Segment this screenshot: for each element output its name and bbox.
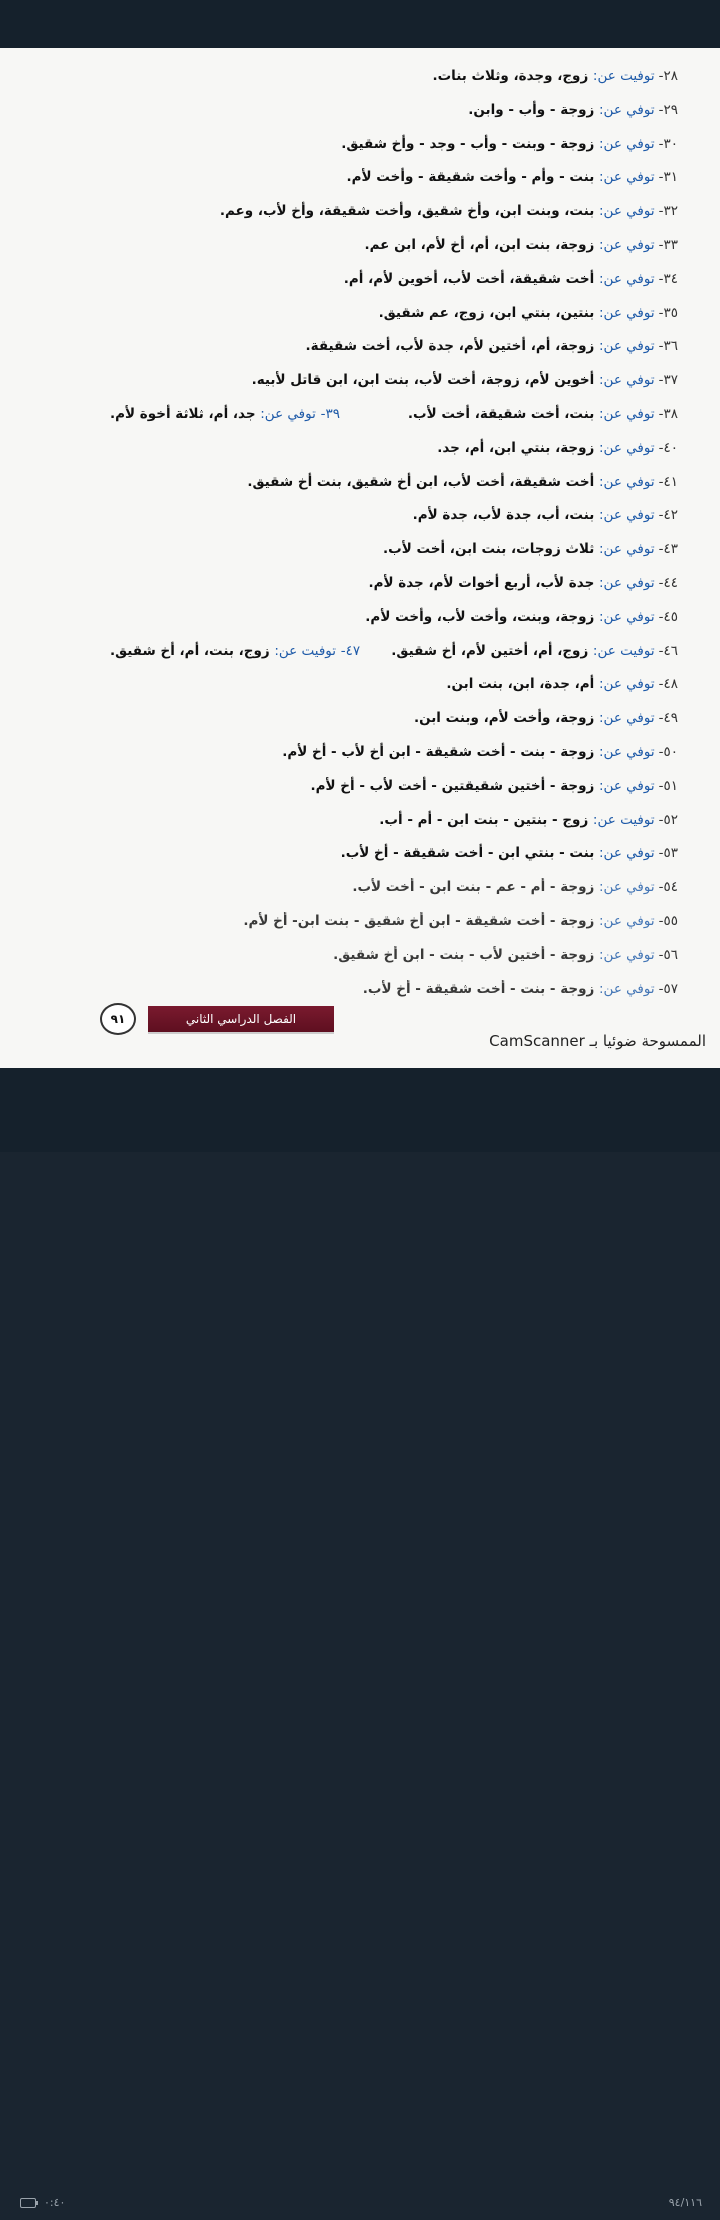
semester-banner: الفصل الدراسي الثاني bbox=[148, 1006, 334, 1032]
problem-row bbox=[70, 736, 678, 768]
problem-label: توفي عن: bbox=[599, 271, 655, 287]
problem-number: ٣٣- bbox=[658, 237, 678, 253]
problem-label: توفي عن: bbox=[599, 237, 655, 253]
problem-row bbox=[70, 297, 678, 329]
problem-inline-extra bbox=[110, 398, 340, 430]
problem-number: ٤٥- bbox=[658, 609, 678, 625]
problem-row bbox=[70, 668, 678, 700]
problem-number: ٣٤- bbox=[658, 271, 678, 287]
problem-number: ٥٢- bbox=[658, 812, 678, 828]
problem-heirs: زوجة، أم، أختين لأم، جدة لأب، أخت شقيقة. bbox=[305, 338, 595, 354]
problem-heirs: زوجة - وبنت - وأب - وجد - وأخ شقيق. bbox=[341, 136, 595, 152]
problem-number: ٥٤- bbox=[658, 879, 678, 895]
problem-label: توفي عن: bbox=[599, 778, 655, 794]
problem-number: ٢٨- bbox=[658, 68, 678, 84]
problem-number: ٣٧- bbox=[658, 372, 678, 388]
problem-label: توفي عن: bbox=[599, 406, 655, 422]
page-counter: ٩٤/١١٦ bbox=[668, 2196, 702, 2209]
problem-row bbox=[70, 973, 678, 1005]
problem-heirs: جدة لأب، أربع أخوات لأم، جدة لأم. bbox=[368, 575, 595, 591]
problem-heirs: بنتين، بنتي ابن، زوج، عم شقيق. bbox=[378, 305, 595, 321]
problem-row bbox=[70, 60, 678, 92]
problem-heirs: زوجة - أختين لأب - بنت - ابن أخ شقيق. bbox=[333, 947, 595, 963]
viewer-top-bar bbox=[0, 0, 720, 48]
problem-number: ٤٦- bbox=[658, 643, 678, 659]
page-number: ٩١ bbox=[100, 1003, 136, 1035]
problem-heirs: بنت، أب، جدة لأب، جدة لأم. bbox=[412, 507, 595, 523]
problem-label: توفيت عن: bbox=[592, 643, 655, 659]
problem-row bbox=[70, 229, 678, 261]
problem-row bbox=[70, 905, 678, 937]
problem-label: توفي عن: bbox=[599, 845, 655, 861]
problem-label: توفي عن: bbox=[599, 710, 655, 726]
problem-label: توفيت عن: bbox=[592, 812, 655, 828]
problem-number: ٥٣- bbox=[658, 845, 678, 861]
problem-number: ٤٠- bbox=[658, 440, 678, 456]
problem-label: توفي عن: bbox=[599, 203, 655, 219]
footer-divider bbox=[148, 1032, 334, 1034]
problem-heirs: زوجة - بنت - أخت شقيقة - ابن أخ لأب - أخ لأم. bbox=[282, 744, 595, 760]
problem-heirs: زوج، وجدة، وثلاث بنات. bbox=[432, 68, 589, 84]
status-bar bbox=[0, 2186, 720, 2220]
problem-label: توفي عن: bbox=[599, 676, 655, 692]
problem-row bbox=[70, 770, 678, 802]
clock: ٠:٤٠ bbox=[44, 2196, 66, 2209]
problem-number: ٣٩- bbox=[320, 406, 340, 422]
problem-label: توفي عن: bbox=[599, 507, 655, 523]
problem-label: توفي عن: bbox=[599, 981, 655, 997]
problem-heirs: بنت، أخت شقيقة، أخت لأب. bbox=[407, 406, 595, 422]
problem-heirs: زوجة - أخت شقيقة - ابن أخ شقيق - بنت ابن- أخ لأم. bbox=[243, 913, 595, 929]
problem-row bbox=[70, 161, 678, 193]
problem-number: ٤٩- bbox=[658, 710, 678, 726]
problem-row bbox=[70, 195, 678, 227]
problem-heirs: بنت، وبنت ابن، وأخ شقيق، وأخت شقيقة، وأخ لأب، وعم. bbox=[219, 203, 595, 219]
problem-row bbox=[70, 567, 678, 599]
problem-number: ٣٨- bbox=[658, 406, 678, 422]
problem-number: ٣٢- bbox=[658, 203, 678, 219]
problem-heirs: أم، جدة، ابن، بنت ابن. bbox=[446, 676, 595, 692]
problem-number: ٣٦- bbox=[658, 338, 678, 354]
problem-number: ٤٢- bbox=[658, 507, 678, 523]
problem-number: ٥٧- bbox=[658, 981, 678, 997]
problem-number: ٥٦- bbox=[658, 947, 678, 963]
problem-label: توفيت عن: bbox=[592, 68, 655, 84]
problem-number: ٤٣- bbox=[658, 541, 678, 557]
problem-number: ٥٥- bbox=[658, 913, 678, 929]
problem-label: توفي عن: bbox=[599, 169, 655, 185]
problem-label: توفي عن: bbox=[599, 102, 655, 118]
problem-heirs: زوجة، بنتي ابن، أم، جد. bbox=[437, 440, 595, 456]
problem-heirs: جد، أم، ثلاثة أخوة لأم. bbox=[110, 406, 256, 422]
problem-number: ٤٨- bbox=[658, 676, 678, 692]
problem-number: ٤٧- bbox=[340, 643, 361, 659]
problem-heirs: زوجة - وأب - وابن. bbox=[468, 102, 595, 118]
problem-number: ٥١- bbox=[658, 778, 678, 794]
problem-label: توفي عن: bbox=[599, 440, 655, 456]
problem-row bbox=[70, 330, 678, 362]
problem-row bbox=[70, 804, 678, 836]
problem-label: توفي عن: bbox=[599, 913, 655, 929]
problem-label: توفي عن: bbox=[599, 541, 655, 557]
problem-label: توفي عن: bbox=[599, 575, 655, 591]
problem-heirs: أخت شقيقة، أخت لأب، أخوين لأم، أم. bbox=[343, 271, 595, 287]
problem-heirs: زوج، بنت، أم، أخ شقيق. bbox=[110, 643, 270, 659]
problem-label: توفي عن: bbox=[599, 744, 655, 760]
problem-number: ٣٠- bbox=[658, 136, 678, 152]
problem-label: توفي عن: bbox=[260, 406, 316, 422]
problem-heirs: زوجة - أختين شقيقتين - أخت لأب - أخ لأم. bbox=[310, 778, 595, 794]
problem-inline-extra bbox=[110, 635, 360, 667]
problem-label: توفي عن: bbox=[599, 338, 655, 354]
problem-heirs: بنت - بنتي ابن - أخت شقيقة - أخ لأب. bbox=[340, 845, 595, 861]
problem-row bbox=[70, 128, 678, 160]
problem-row bbox=[70, 466, 678, 498]
problem-number: ٣١- bbox=[658, 169, 678, 185]
problem-row bbox=[70, 702, 678, 734]
problem-row bbox=[70, 601, 678, 633]
problem-row bbox=[70, 939, 678, 971]
viewer-bottom-bar bbox=[0, 1068, 720, 2209]
problem-heirs: زوجة، بنت ابن، أم، أخ لأم، ابن عم. bbox=[364, 237, 595, 253]
problem-row bbox=[70, 635, 678, 667]
problem-row bbox=[70, 263, 678, 295]
problem-heirs: زوجة، وبنت، وأخت لأب، وأخت لأم. bbox=[365, 609, 595, 625]
problem-label: توفي عن: bbox=[599, 372, 655, 388]
problem-number: ٢٩- bbox=[658, 102, 678, 118]
problem-heirs: أخوين لأم، زوجة، أخت لأب، بنت ابن، ابن قاتل لأبيه. bbox=[251, 372, 595, 388]
problem-row bbox=[70, 364, 678, 396]
problem-heirs: أخت شقيقة، أخت لأب، ابن أخ شقيق، بنت أخ شقيق. bbox=[247, 474, 595, 490]
problem-heirs: زوجة، وأخت لأم، وبنت ابن. bbox=[413, 710, 595, 726]
problem-row bbox=[70, 837, 678, 869]
problem-number: ٤١- bbox=[658, 474, 678, 490]
problem-heirs: زوجة - أم - عم - بنت ابن - أخت لأب. bbox=[352, 879, 595, 895]
problem-row bbox=[70, 499, 678, 531]
problem-number: ٤٤- bbox=[658, 575, 678, 591]
problem-label: توفي عن: bbox=[599, 136, 655, 152]
problem-label: توفي عن: bbox=[599, 879, 655, 895]
problem-row bbox=[70, 432, 678, 464]
problem-row bbox=[70, 94, 678, 126]
problem-number: ٣٥- bbox=[658, 305, 678, 321]
scanner-watermark: الممسوحة ضوئيا بـ CamScanner bbox=[489, 1032, 706, 1050]
document-page[interactable] bbox=[0, 48, 720, 1068]
problem-label: توفي عن: bbox=[599, 947, 655, 963]
problem-heirs: بنت - وأم - وأخت شقيقة - وأخت لأم. bbox=[346, 169, 595, 185]
problem-heirs: زوجة - بنت - أخت شقيقة - أخ لأب. bbox=[362, 981, 595, 997]
problem-row bbox=[70, 533, 678, 565]
problem-heirs: زوج، أم، أختين لأم، أخ شقيق. bbox=[391, 643, 589, 659]
problem-row bbox=[70, 398, 678, 430]
battery-icon bbox=[20, 2198, 36, 2208]
problem-row bbox=[70, 871, 678, 903]
problem-label: توفي عن: bbox=[599, 609, 655, 625]
problem-label: توفي عن: bbox=[599, 305, 655, 321]
problem-label: توفيت عن: bbox=[274, 643, 337, 659]
problem-number: ٥٠- bbox=[658, 744, 678, 760]
problem-label: توفي عن: bbox=[599, 474, 655, 490]
problem-heirs: زوج - بنتين - بنت ابن - أم - أب. bbox=[379, 812, 589, 828]
problem-heirs: ثلاث زوجات، بنت ابن، أخت لأب. bbox=[383, 541, 595, 557]
